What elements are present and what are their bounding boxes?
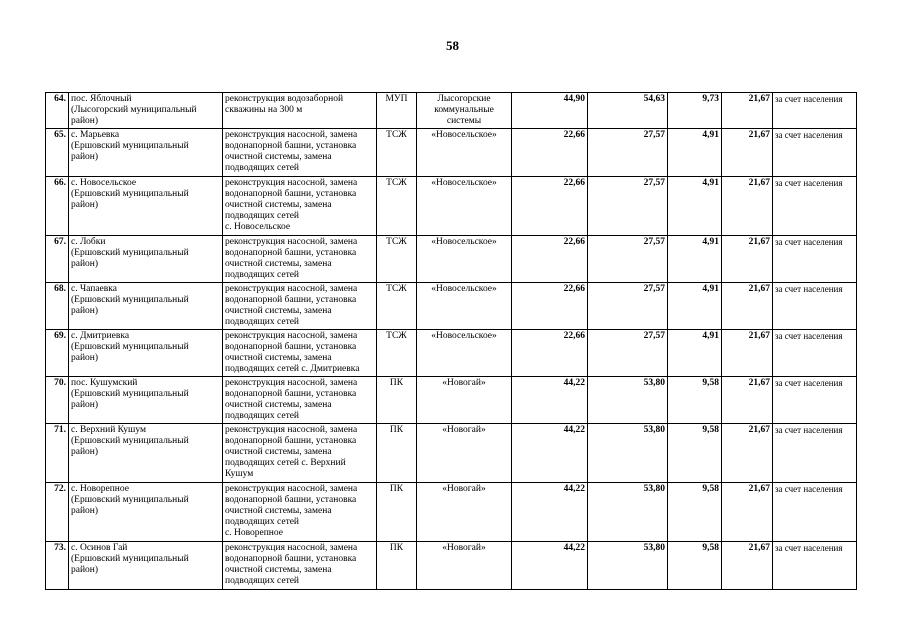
funding-source-cell: за счет населения xyxy=(773,483,857,542)
org-name-cell xyxy=(417,236,512,283)
org-name-cell xyxy=(417,283,512,330)
works-cell-line: очистной системы, замена xyxy=(225,152,332,162)
value-1-cell: 44,90 xyxy=(512,93,588,129)
value-2-cell: 27,57 xyxy=(588,177,668,236)
value-1-cell: 22,66 xyxy=(512,177,588,236)
value-3-cell: 4,91 xyxy=(668,236,722,283)
locality-cell-line: район) xyxy=(71,306,99,316)
locality-cell xyxy=(69,177,223,236)
works-cell-line: водонапорной башни, установка xyxy=(225,554,357,564)
value-3-cell: 4,91 xyxy=(668,177,722,236)
works-cell-line: подводящих сетей xyxy=(225,576,300,586)
value-4-cell: 21,67 xyxy=(722,93,773,129)
org-type-cell: ТСЖ xyxy=(377,236,417,283)
org-name-cell-line: «Новосельское» xyxy=(431,284,497,294)
works-cell-line: реконструкция насосной, замена xyxy=(225,484,358,494)
org-type-cell: ТСЖ xyxy=(377,129,417,177)
works-cell-line: реконструкция насосной, замена xyxy=(225,237,358,247)
locality-cell-line: район) xyxy=(71,152,99,162)
value-1-cell: 44,22 xyxy=(512,483,588,542)
locality-cell xyxy=(69,377,223,424)
row-number-cell: 69. xyxy=(46,330,69,377)
org-name-cell-line: «Новогай» xyxy=(442,425,486,435)
value-2-cell: 53,80 xyxy=(588,377,668,424)
value-2-cell: 27,57 xyxy=(588,129,668,177)
table-row xyxy=(46,330,857,377)
works-cell-line: очистной системы, замена xyxy=(225,506,332,516)
table-row xyxy=(46,93,857,129)
org-name-cell-line: «Новосельское» xyxy=(431,178,497,188)
value-1-cell: 44,22 xyxy=(512,424,588,483)
table-body xyxy=(46,93,857,590)
funding-source-cell: за счет населения xyxy=(773,424,857,483)
works-cell xyxy=(223,283,377,330)
row-number-cell: 65. xyxy=(46,129,69,177)
org-name-cell-line: Лысогорские xyxy=(437,94,491,104)
works-cell-line: скважины на 300 м xyxy=(225,105,303,115)
works-cell-line: Кушум xyxy=(225,469,254,479)
org-type-cell: ТСЖ xyxy=(377,283,417,330)
value-4-cell: 21,67 xyxy=(722,283,773,330)
locality-cell-line: с. Марьевка xyxy=(71,130,120,140)
locality-cell-line: (Ершовский муниципальный xyxy=(71,495,189,505)
funding-source-cell: за счет населения xyxy=(773,177,857,236)
value-2-cell: 27,57 xyxy=(588,330,668,377)
works-cell-line: очистной системы, замена xyxy=(225,306,332,316)
value-2-cell: 54,63 xyxy=(588,93,668,129)
works-cell-line: реконструкция насосной, замена xyxy=(225,543,358,553)
org-name-cell xyxy=(417,483,512,542)
value-3-cell: 4,91 xyxy=(668,330,722,377)
org-name-cell xyxy=(417,424,512,483)
locality-cell-line: (Ершовский муниципальный xyxy=(71,554,189,564)
locality-cell-line: (Лысогорский муниципальный xyxy=(71,105,197,115)
locality-cell-line: (Ершовский муниципальный xyxy=(71,295,189,305)
works-cell-line: реконструкция насосной, замена xyxy=(225,331,358,341)
locality-cell xyxy=(69,283,223,330)
org-name-cell-line: «Новосельское» xyxy=(431,130,497,140)
row-number-cell: 71. xyxy=(46,424,69,483)
works-cell-line: водонапорной башни, установка xyxy=(225,248,357,258)
works-cell-line: подводящих сетей xyxy=(225,411,300,421)
org-name-cell xyxy=(417,542,512,590)
works-cell-line: реконструкция насосной, замена xyxy=(225,284,358,294)
works-cell-line: очистной системы, замена xyxy=(225,353,332,363)
table-row xyxy=(46,283,857,330)
value-3-cell: 9,73 xyxy=(668,93,722,129)
locality-cell xyxy=(69,129,223,177)
locality-cell-line: (Ершовский муниципальный xyxy=(71,389,189,399)
locality-cell-line: район) xyxy=(71,259,99,269)
value-3-cell: 4,91 xyxy=(668,283,722,330)
works-cell-line: водонапорной башни, установка xyxy=(225,189,357,199)
tariff-table xyxy=(45,92,857,590)
org-name-cell xyxy=(417,177,512,236)
works-cell xyxy=(223,236,377,283)
works-cell-line: подводящих сетей xyxy=(225,270,300,280)
value-4-cell: 21,67 xyxy=(722,177,773,236)
locality-cell-line: район) xyxy=(71,200,99,210)
locality-cell xyxy=(69,483,223,542)
works-cell-line: подводящих сетей xyxy=(225,163,300,173)
value-1-cell: 22,66 xyxy=(512,283,588,330)
works-cell-line: водонапорной башни, установка xyxy=(225,342,357,352)
org-name-cell-line: коммунальные xyxy=(434,105,494,115)
works-cell-line: водонапорной башни, установка xyxy=(225,436,357,446)
value-1-cell: 44,22 xyxy=(512,542,588,590)
value-4-cell: 21,67 xyxy=(722,542,773,590)
value-3-cell: 9,58 xyxy=(668,483,722,542)
row-number-cell: 67. xyxy=(46,236,69,283)
locality-cell xyxy=(69,542,223,590)
works-cell xyxy=(223,330,377,377)
value-3-cell: 9,58 xyxy=(668,377,722,424)
works-cell-line: водонапорной башни, установка xyxy=(225,389,357,399)
value-4-cell: 21,67 xyxy=(722,424,773,483)
value-2-cell: 53,80 xyxy=(588,542,668,590)
value-4-cell: 21,67 xyxy=(722,129,773,177)
table-row xyxy=(46,483,857,542)
value-2-cell: 53,80 xyxy=(588,424,668,483)
locality-cell xyxy=(69,424,223,483)
org-type-cell: ПК xyxy=(377,377,417,424)
works-cell-line: очистной системы, замена xyxy=(225,400,332,410)
funding-source-cell: за счет населения xyxy=(773,93,857,129)
org-name-cell xyxy=(417,330,512,377)
funding-source-cell: за счет населения xyxy=(773,283,857,330)
works-cell-line: реконструкция водозаборной xyxy=(225,94,344,104)
org-name-cell-line: «Новогай» xyxy=(442,543,486,553)
works-cell-line: очистной системы, замена xyxy=(225,447,332,457)
locality-cell-line: с. Новосельское xyxy=(71,178,137,188)
table-row xyxy=(46,129,857,177)
works-cell-line: водонапорной башни, установка xyxy=(225,495,357,505)
works-cell xyxy=(223,424,377,483)
org-name-cell xyxy=(417,377,512,424)
locality-cell-line: район) xyxy=(71,353,99,363)
org-name-cell-line: «Новосельское» xyxy=(431,331,497,341)
funding-source-cell: за счет населения xyxy=(773,330,857,377)
table-row xyxy=(46,236,857,283)
value-2-cell: 27,57 xyxy=(588,283,668,330)
works-cell-line: подводящих сетей xyxy=(225,317,300,327)
locality-cell-line: с. Новорепное xyxy=(71,484,129,494)
org-name-cell-line: «Новогай» xyxy=(442,378,486,388)
value-4-cell: 21,67 xyxy=(722,483,773,542)
locality-cell-line: (Ершовский муниципальный xyxy=(71,248,189,258)
locality-cell-line: район) xyxy=(71,400,99,410)
row-number-cell: 70. xyxy=(46,377,69,424)
funding-source-cell: за счет населения xyxy=(773,129,857,177)
works-cell-line: подводящих сетей xyxy=(225,211,300,221)
org-name-cell-line: «Новогай» xyxy=(442,484,486,494)
value-3-cell: 9,58 xyxy=(668,424,722,483)
row-number-cell: 72. xyxy=(46,483,69,542)
locality-cell-line: с. Дмитриевка xyxy=(71,331,130,341)
table-row xyxy=(46,424,857,483)
value-4-cell: 21,67 xyxy=(722,236,773,283)
row-number-cell: 66. xyxy=(46,177,69,236)
value-1-cell: 22,66 xyxy=(512,236,588,283)
works-cell xyxy=(223,377,377,424)
locality-cell-line: с. Лобки xyxy=(71,237,106,247)
works-cell-line: водонапорной башни, установка xyxy=(225,141,357,151)
value-3-cell: 4,91 xyxy=(668,129,722,177)
org-name-cell xyxy=(417,93,512,129)
org-type-cell: ПК xyxy=(377,542,417,590)
table-row xyxy=(46,377,857,424)
funding-source-cell: за счет населения xyxy=(773,542,857,590)
works-cell-line: очистной системы, замена xyxy=(225,200,332,210)
locality-cell-line: (Ершовский муниципальный xyxy=(71,189,189,199)
works-cell-line: очистной системы, замена xyxy=(225,565,332,575)
locality-cell-line: пос. Кушумский xyxy=(71,378,138,388)
org-name-cell-line: «Новосельское» xyxy=(431,237,497,247)
locality-cell-line: район) xyxy=(71,565,99,575)
row-number-cell: 64. xyxy=(46,93,69,129)
table-row xyxy=(46,177,857,236)
locality-cell-line: район) xyxy=(71,447,99,457)
page-number: 58 xyxy=(446,38,459,53)
org-name-cell xyxy=(417,129,512,177)
org-name-cell-line: системы xyxy=(446,116,482,126)
org-type-cell: ТСЖ xyxy=(377,330,417,377)
org-type-cell: ПК xyxy=(377,483,417,542)
locality-cell-line: (Ершовский муниципальный xyxy=(71,141,189,151)
works-cell-line: реконструкция насосной, замена xyxy=(225,130,358,140)
works-cell-line: реконструкция насосной, замена xyxy=(225,378,358,388)
table-row xyxy=(46,542,857,590)
locality-cell-line: район) xyxy=(71,506,99,516)
locality-cell xyxy=(69,330,223,377)
works-cell-line: реконструкция насосной, замена xyxy=(225,425,358,435)
works-cell xyxy=(223,542,377,590)
locality-cell-line: с. Осинов Гай xyxy=(71,543,128,553)
locality-cell-line: (Ершовский муниципальный xyxy=(71,342,189,352)
value-2-cell: 53,80 xyxy=(588,483,668,542)
locality-cell-line: с. Чапаевка xyxy=(71,284,117,294)
works-cell-line: очистной системы, замена xyxy=(225,259,332,269)
locality-cell-line: (Ершовский муниципальный xyxy=(71,436,189,446)
works-cell xyxy=(223,93,377,129)
works-cell-line: с. Новорепное xyxy=(225,528,283,538)
locality-cell xyxy=(69,93,223,129)
locality-cell-line: пос. Яблочный xyxy=(71,94,132,104)
locality-cell-line: с. Верхний Кушум xyxy=(71,425,146,435)
locality-cell xyxy=(69,236,223,283)
works-cell-line: подводящих сетей с. Дмитриевка xyxy=(225,364,360,374)
value-3-cell: 9,58 xyxy=(668,542,722,590)
org-type-cell: МУП xyxy=(377,93,417,129)
funding-source-cell: за счет населения xyxy=(773,377,857,424)
value-1-cell: 22,66 xyxy=(512,330,588,377)
works-cell-line: реконструкция насосной, замена xyxy=(225,178,358,188)
works-cell-line: подводящих сетей xyxy=(225,517,300,527)
value-4-cell: 21,67 xyxy=(722,330,773,377)
locality-cell-line: район) xyxy=(71,116,99,126)
row-number-cell: 68. xyxy=(46,283,69,330)
works-cell-line: водонапорной башни, установка xyxy=(225,295,357,305)
value-4-cell: 21,67 xyxy=(722,377,773,424)
value-1-cell: 44,22 xyxy=(512,377,588,424)
funding-source-cell: за счет населения xyxy=(773,236,857,283)
value-1-cell: 22,66 xyxy=(512,129,588,177)
org-type-cell: ПК xyxy=(377,424,417,483)
works-cell xyxy=(223,177,377,236)
works-cell-line: подводящих сетей с. Верхний xyxy=(225,458,346,468)
works-cell xyxy=(223,483,377,542)
value-2-cell: 27,57 xyxy=(588,236,668,283)
org-type-cell: ТСЖ xyxy=(377,177,417,236)
row-number-cell: 73. xyxy=(46,542,69,590)
works-cell xyxy=(223,129,377,177)
works-cell-line: с. Новосельское xyxy=(225,222,291,232)
